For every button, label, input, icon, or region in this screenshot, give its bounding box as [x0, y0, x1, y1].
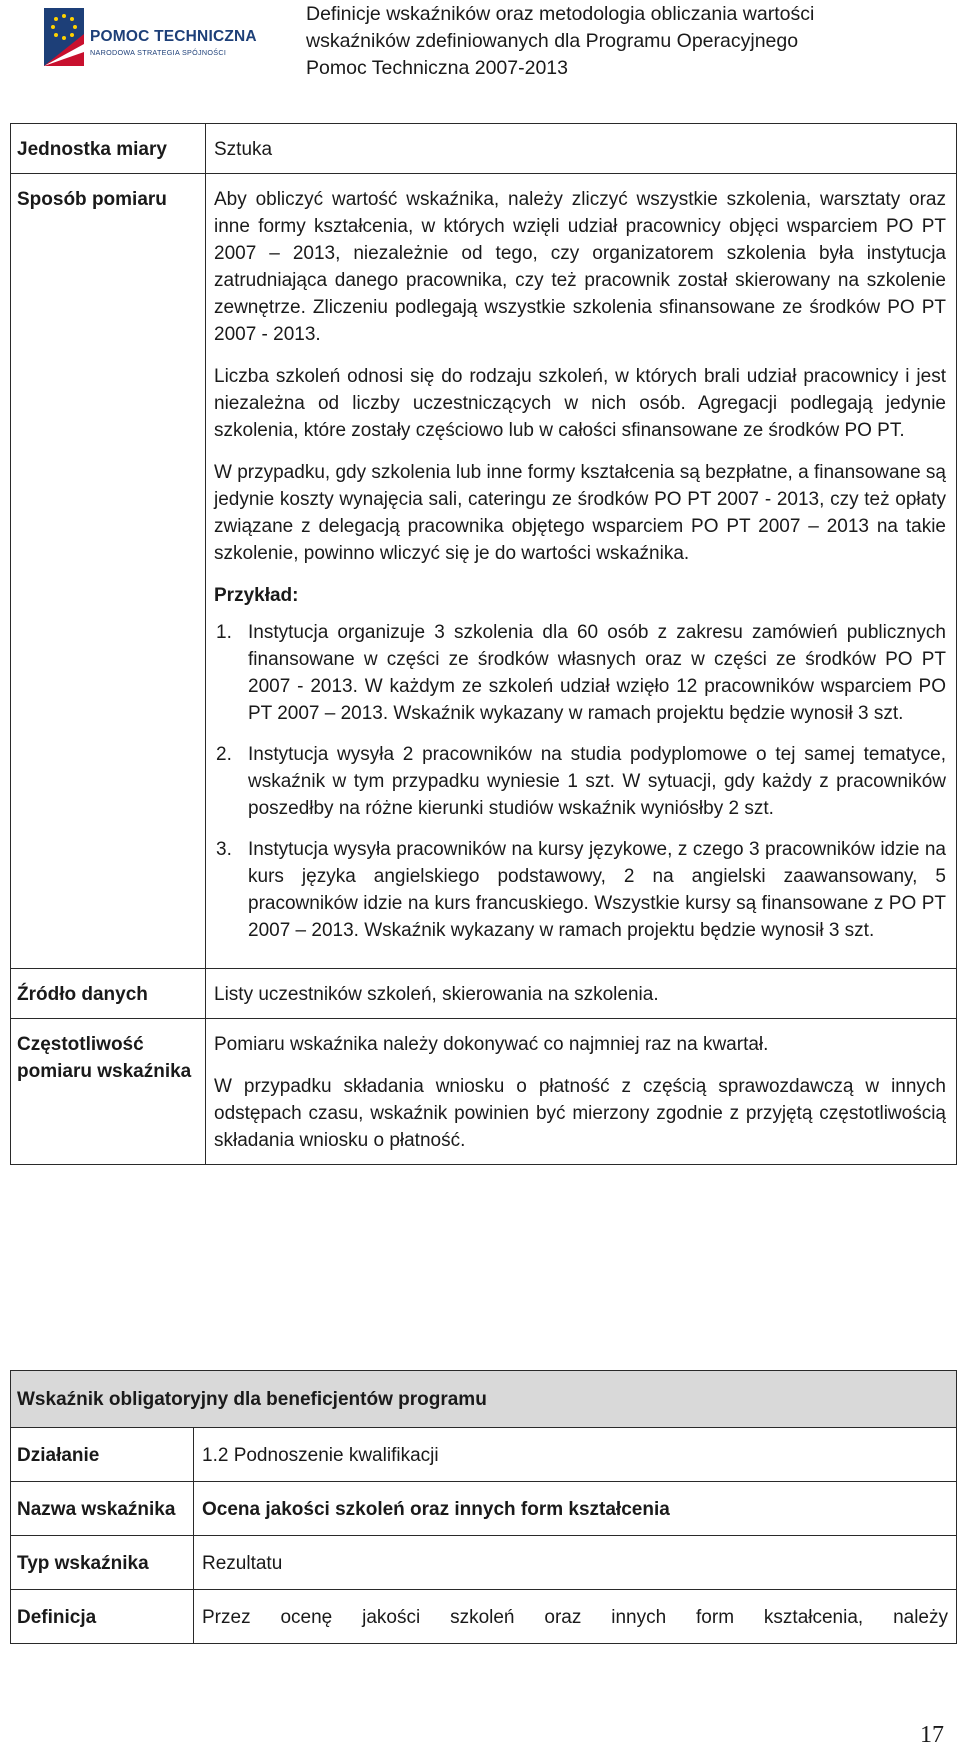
definition-value: Przez ocenę jakości szkoleń oraz innych form kształcenia, należy [194, 1590, 957, 1644]
source-value: Listy uczestników szkoleń, skierowania na szkolenia. [206, 969, 957, 1019]
unit-value: Sztuka [206, 124, 957, 174]
list-item-number: 2. [216, 744, 232, 765]
list-item-text: Instytucja wysyła 2 pracowników na studia podyplomowe o tej samej tematyce, wskaźnik w tym przypadku wyniesie 1 szt. W sytuacji, gdy każdy z pracowników poszedłby na różne kierunki studiów wskaźnik wyniósłby 2 szt. [248, 744, 946, 819]
table-row [11, 1482, 957, 1536]
unit-label: Jednostka miary [11, 124, 206, 174]
document-title [306, 1, 814, 82]
table-row [11, 1590, 957, 1644]
document-title-line: wskaźników zdefiniowanych dla Programu Operacyjnego [306, 30, 799, 52]
frequency-paragraph: W przypadku składania wniosku o płatność z częścią sprawozdawczą w innych odstępach czasu, wskaźnik powinien być mierzony zgodnie z przyjętą częstotliwością składania wniosku o płatność. [214, 1076, 946, 1151]
indicator-name-value: Ocena jakości szkoleń oraz innych form kształcenia [194, 1482, 957, 1536]
logo-title: POMOC TECHNICZNA [90, 28, 257, 45]
list-item [214, 741, 946, 822]
table-row [11, 1019, 957, 1165]
indicator-type-label: Typ wskaźnika [11, 1536, 194, 1590]
table-header-row [11, 1371, 957, 1428]
eu-flag-icon [44, 8, 84, 66]
method-paragraph: Aby obliczyć wartość wskaźnika, należy zliczyć wszystkie szkolenia, warsztaty oraz inne formy kształcenia, w których wzięli udział pracownicy objęci wsparciem PO PT 2007 – 2013, niezależnie od tego, czy organizatorem szkolenia była instytucja zatrudniająca danego pracownika, czy też pracownik został skierowany na szkolenie zewnętrze. Zliczeniu podlegają wszystkie szkolenia sfinansowane ze środków PO PT 2007 - 2013. [214, 189, 946, 345]
table-row [11, 1536, 957, 1590]
action-value: 1.2 Podnoszenie kwalifikacji [194, 1428, 957, 1482]
definition-label: Definicja [11, 1590, 194, 1644]
method-paragraph: W przypadku, gdy szkolenia lub inne formy kształcenia są bezpłatne, a finansowane są jedynie koszty wynajęcia sali, cateringu ze środków PO PT 2007 - 2013, czy też opłaty związane z delegacją pracownika objętego wsparciem PO PT 2007 – 2013 na takie szkolenie, powinno wliczyć się je do wartości wskaźnika. [214, 462, 946, 564]
logo-subtitle: NARODOWA STRATEGIA SPÓJNOŚCI [90, 48, 227, 57]
list-item-text: Instytucja wysyła pracowników na kursy językowe, z czego 3 pracowników idzie na kurs języka angielskiego podstawowy, 2 na angielski zaawansowany, 5 pracowników idzie na kurs francuskiego. Wszystkie kursy są finansowane z PO PT 2007 – 2013. Wskaźnik wykazany w ramach projektu będzie wynosił 3 szt. [248, 839, 946, 941]
list-item [214, 619, 946, 727]
table-row [11, 1428, 957, 1482]
list-item [214, 836, 946, 944]
source-label: Źródło danych [11, 969, 206, 1019]
example-list [214, 619, 946, 944]
document-title-line: Pomoc Techniczna 2007-2013 [306, 57, 568, 79]
page-header [0, 0, 960, 85]
example-heading: Przykład: [214, 585, 299, 606]
method-value [206, 174, 957, 969]
list-item-text: Instytucja organizuje 3 szkolenia dla 60 osób z zakresu zamówień publicznych finansowane w części ze środków własnych oraz w części ze środków PO PT 2007 - 2013. W każdym ze szkoleń udział wzięło 12 pracowników wsparciem PO PT 2007 – 2013. Wskaźnik wykazany w ramach projektu będzie wynosił 3 szt. [248, 622, 946, 724]
frequency-paragraph: Pomiaru wskaźnika należy dokonywać co najmniej raz na kwartał. [214, 1034, 769, 1055]
obligatory-indicator-table [10, 1370, 957, 1644]
page-number: 17 [920, 1722, 944, 1748]
table-row [11, 124, 957, 174]
frequency-label: Częstotliwość pomiaru wskaźnika [11, 1019, 206, 1165]
indicator-name-label: Nazwa wskaźnika [11, 1482, 194, 1536]
indicator-type-value: Rezultatu [194, 1536, 957, 1590]
table-row [11, 174, 957, 969]
pomoc-techniczna-logo [44, 8, 257, 68]
table-heading: Wskaźnik obligatoryjny dla beneficjentów programu [11, 1371, 957, 1428]
document-title-line: Definicje wskaźników oraz metodologia obliczania wartości [306, 3, 815, 25]
list-item-number: 3. [216, 839, 232, 860]
list-item-number: 1. [216, 622, 232, 643]
indicator-details-table [10, 123, 957, 1165]
table-row [11, 969, 957, 1019]
method-label: Sposób pomiaru [11, 174, 206, 969]
action-label: Działanie [11, 1428, 194, 1482]
method-paragraph: Liczba szkoleń odnosi się do rodzaju szkoleń, w których brali udział pracownicy i jest niezależna od liczby uczestniczących w nich osób. Agregacji podlegają jedynie szkolenia, które zostały częściowo lub w całości sfinansowane ze środków PO PT. [214, 366, 946, 441]
frequency-value [206, 1019, 957, 1165]
